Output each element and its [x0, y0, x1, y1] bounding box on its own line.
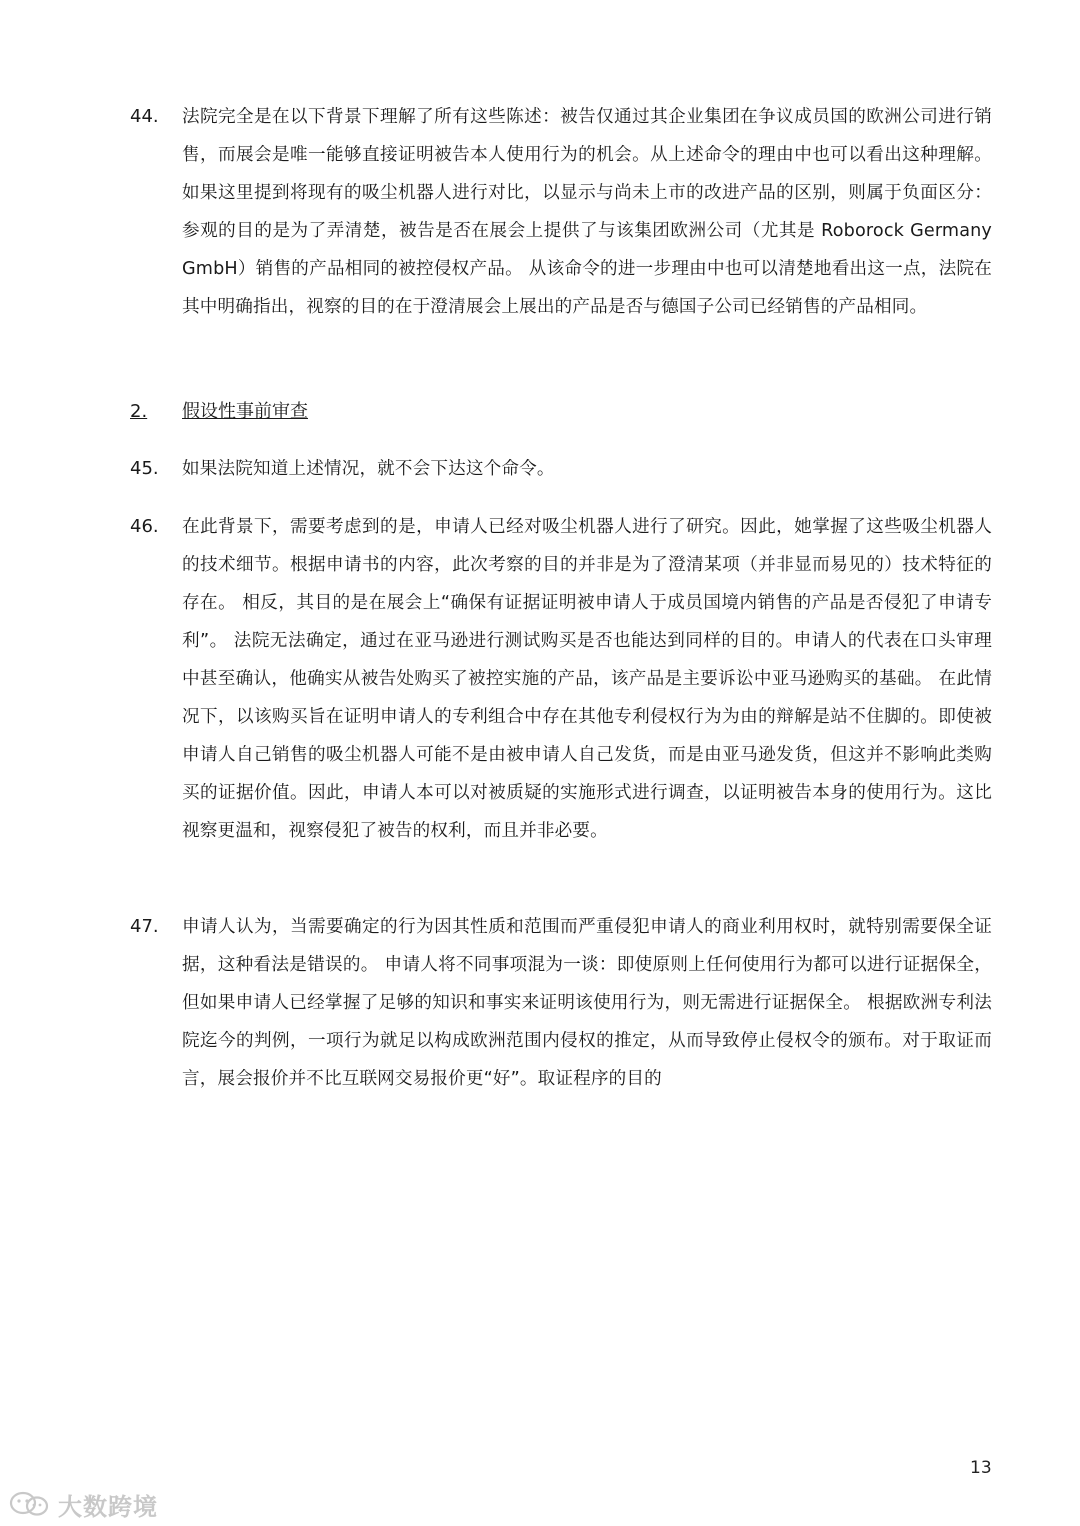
paragraph-44	[130, 98, 1000, 326]
section-title: 假设性事前审查	[182, 401, 308, 422]
paragraph-text: 如果法院知道上述情况，就不会下达这个命令。	[182, 459, 555, 479]
paragraph-text: 在此背景下，需要考虑到的是，申请人已经对吸尘机器人进行了研究。因此，她掌握了这些吸尘机器人的技术细节。根据申请书的内容，此次考察的目的并非是为了澄清某项（并非显而易见的）技术特征的存在。 相反，其目的是在展会上“确保有证据证明被申请人于成员国境内销售的产品是否侵犯了申请专利”。 法院无法确定，通过在亚马逊进行测试购买是否也能达到同样的目的。申请人的代表在口头审理中甚至确认，他确实从被告处购买了被控实施的产品，该产品是主要诉讼中亚马逊购买的基础。 在此情况下，以该购买旨在证明申请人的专利组合中存在其他专利侵权行为为由的辩解是站不住脚的。即使被申请人自己销售的吸尘机器人可能不是由被申请人自己发货，而是由亚马逊发货，但这并不影响此类购买的证据价值。因此，申请人本可以对被质疑的实施形式进行调查，以证明被告本身的使用行为。这比视察更温和，视察侵犯了被告的权利，而且并非必要。	[182, 517, 992, 841]
paragraph-45	[130, 450, 1000, 488]
section-number: 2.	[130, 401, 148, 422]
paragraph-number: 45.	[130, 458, 159, 479]
paragraph-number: 47.	[130, 916, 159, 937]
paragraph-number: 44.	[130, 106, 159, 127]
paragraph-47	[130, 908, 1000, 1098]
watermark	[8, 1488, 158, 1520]
page-number: 13	[970, 1458, 992, 1478]
watermark-text: 大数跨境	[58, 1492, 158, 1521]
wechat-logo-icon	[8, 1490, 52, 1518]
paragraph-text: 申请人认为，当需要确定的行为因其性质和范围而严重侵犯申请人的商业利用权时，就特别需要保全证据，这种看法是错误的。 申请人将不同事项混为一谈：即使原则上任何使用行为都可以进行证据保全，但如果申请人已经掌握了足够的知识和事实来证明该使用行为，则无需进行证据保全。 根据欧洲专利法院迄今的判例，一项行为就足以构成欧洲范围内侵权的推定，从而导致停止侵权令的颁布。对于取证而言，展会报价并不比互联网交易报价更“好”。取证程序的目的	[182, 917, 992, 1089]
paragraph-text: 法院完全是在以下背景下理解了所有这些陈述：被告仅通过其企业集团在争议成员国的欧洲公司进行销售，而展会是唯一能够直接证明被告本人使用行为的机会。从上述命令的理由中也可以看出这种理解。 如果这里提到将现有的吸尘机器人进行对比，以显示与尚未上市的改进产品的区别，则属于负面区分： 参观的目的是为了弄清楚，被告是否在展会上提供了与该集团欧洲公司（尤其是 Roborock Germany GmbH）销售的产品相同的被控侵权产品。 从该命令的进一步理由中也可以清楚地看出这一点，法院在其中明确指出，视察的目的在于澄清展会上展出的产品是否与德国子公司已经销售的产品相同。	[182, 107, 992, 317]
paragraph-number: 46.	[130, 516, 159, 537]
paragraph-46	[130, 508, 1000, 850]
